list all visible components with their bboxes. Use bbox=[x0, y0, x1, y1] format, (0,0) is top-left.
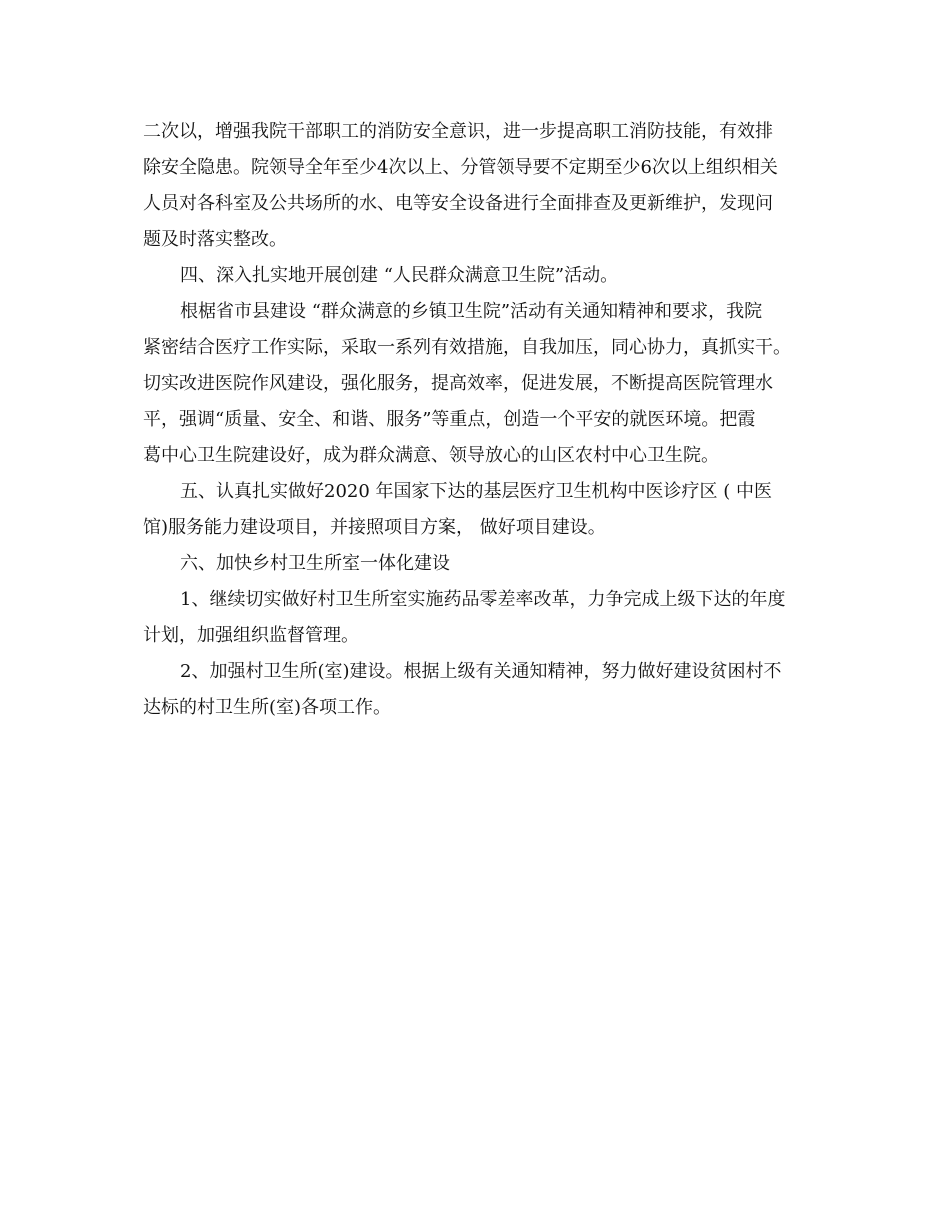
text-line: 除安全隐患。院领导全年至少4次以上、分管领导要不定期至少6次以上组织相关 bbox=[143, 157, 778, 178]
text-line: 平，强调“质量、安全、和谐、服务”等重点，创造一个平安的就医环境。把霞 bbox=[143, 409, 756, 430]
text-line: 根椐省市县建设 “群众满意的乡镇卫生院”活动有关通知精神和要求，我院 bbox=[180, 301, 763, 322]
text-line: 切实改进医院作风建设，强化服务，提高效率，促进发展，不断提高医院管理水 bbox=[143, 373, 773, 394]
text-line: 二次以，增强我院干部职工的消防安全意识，进一步提高职工消防技能，有效排 bbox=[143, 121, 773, 142]
section-heading-five: 五、认真扎实做好2020 年国家下达的基层医疗卫生机构中医诊疗区 ( 中医 bbox=[180, 481, 772, 502]
text-line: 达标的村卫生所(室)各项工作。 bbox=[143, 697, 392, 718]
list-item-1: 1、继续切实做好村卫生所室实施药品零差率改革，力争完成上级下达的年度 bbox=[180, 589, 786, 610]
text-line: 馆)服务能力建设项目，并接照项目方案， 做好项目建设。 bbox=[143, 517, 606, 538]
text-line: 紧密结合医疗工作实际，采取一系列有效措施，自我加压，同心协力，真抓实干。 bbox=[143, 337, 791, 358]
section-heading-six: 六、加快乡村卫生所室一体化建设 bbox=[180, 553, 450, 574]
list-item-2: 2、加强村卫生所(室)建设。根据上级有关通知精神，努力做好建设贫困村不 bbox=[180, 661, 782, 682]
text-line: 题及时落实整改。 bbox=[143, 229, 287, 250]
text-line: 人员对各科室及公共场所的水、电等安全设备进行全面排查及更新维护，发现问 bbox=[143, 193, 773, 214]
text-line: 葛中心卫生院建设好，成为群众满意、领导放心的山区农村中心卫生院。 bbox=[143, 445, 719, 466]
section-heading-four: 四、深入扎实地开展创建 “人民群众满意卫生院”活动。 bbox=[180, 265, 619, 286]
document-body bbox=[143, 114, 813, 726]
text-line: 计划，加强组织监督管理。 bbox=[143, 625, 359, 646]
